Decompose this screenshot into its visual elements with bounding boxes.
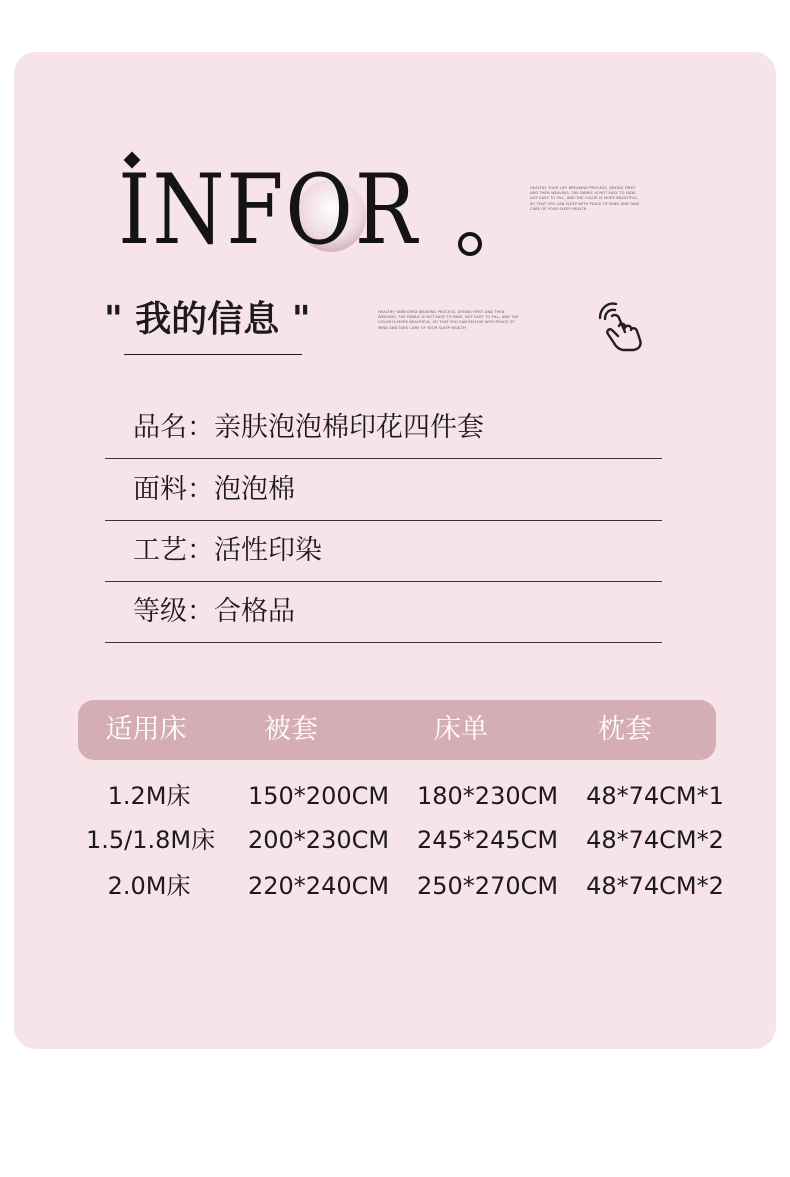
header-sheet: 床单	[434, 714, 488, 745]
infor-logo	[118, 150, 498, 270]
logo-ring-dot	[458, 232, 482, 256]
table-cell: 2.0M床	[107, 872, 191, 900]
table-cell: 48*74CM*2	[586, 872, 724, 900]
header-pillowcase: 枕套	[598, 714, 652, 745]
decorative-small-text-center: HEALTHY YARN DYED WEAVING PROCESS, DYEING FIRST AND THEN WEAVING, THE FABRIC IS NOT EASY TO FADE, NOT EASY TO PILL, AND THE COLOR IS MORE BEAUTIFUL, SO THAT YOU CAN RELIEVE WITH PEACE OF MIND AND TAKE CARE OF YOUR SLEEP HEALTH	[378, 310, 519, 330]
table-cell: 180*230CM	[417, 782, 559, 810]
table-cell: 48*74CM*1	[586, 782, 724, 810]
size-table-header	[78, 700, 716, 760]
info-label: 等级：合格品	[133, 596, 295, 627]
info-row-name	[105, 398, 662, 459]
info-label: 品名：亲肤泡泡棉印花四件套	[133, 412, 484, 443]
info-label: 工艺：活性印染	[133, 535, 322, 566]
table-cell: 48*74CM*2	[586, 826, 724, 854]
info-row-craft	[105, 521, 662, 582]
title-underline	[124, 354, 302, 355]
header-bed: 适用床	[105, 714, 187, 745]
header-duvet: 被套	[264, 714, 318, 745]
table-cell: 150*200CM	[248, 782, 390, 810]
table-cell: 1.5/1.8M床	[86, 826, 216, 854]
section-title: " 我的信息 "	[104, 299, 311, 340]
table-cell: 220*240CM	[248, 872, 390, 900]
logo-word: INFOR	[118, 154, 419, 266]
table-cell: 250*270CM	[417, 872, 559, 900]
table-cell: 1.2M床	[107, 782, 191, 810]
info-label: 面料：泡泡棉	[133, 474, 295, 505]
info-row-fabric	[105, 460, 662, 521]
table-cell: 245*245CM	[417, 826, 559, 854]
info-row-grade	[105, 582, 662, 643]
table-cell: 200*230CM	[248, 826, 390, 854]
decorative-small-text-right: HEALTHY YOUR LIFE BREAKING PROCESS, DRYING FIRST AND THEN WEAVING, THE FABRIC IS NOT EASY TO FADE, NOT EASY TO PILL, AND THE COLOR IS MORE BEAUTIFUL, SO THAT YOU CAN SLEEP WITH PEACE OF MIND AND TAKE CARE OF YOUR SLEEP HEALTH	[530, 186, 640, 211]
hand-touch-icon	[594, 298, 656, 352]
